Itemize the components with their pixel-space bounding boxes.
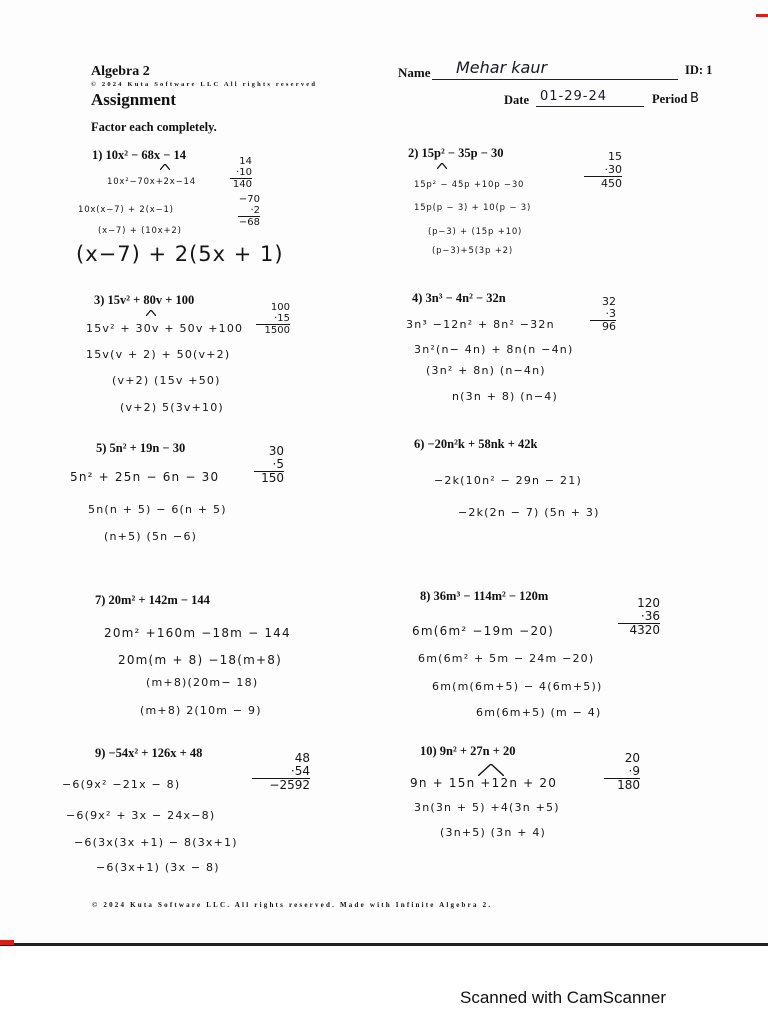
work-line: n(3n + 8) (n−4) [452, 390, 558, 403]
period-label: Period [652, 92, 688, 106]
problem-expression: 10x² − 68x − 14 [105, 148, 187, 162]
id-label: ID: 1 [685, 63, 713, 77]
side-calc: 14 ·10 140 [230, 156, 252, 190]
instructions: Factor each completely. [91, 120, 217, 134]
course-title: Algebra 2 [91, 64, 150, 79]
problem-9 [95, 746, 202, 761]
problem-number: 4) [412, 291, 423, 305]
red-edge-mark [756, 14, 768, 17]
problem-number: 8) [420, 589, 431, 603]
work-line: 10x²−70x+2x−14 [107, 177, 196, 187]
work-line: 5n(n + 5) − 6(n + 5) [88, 503, 227, 516]
side-calc: 32 ·3 96 [590, 296, 616, 333]
side-calc: 20 ·9 180 [604, 752, 640, 792]
problem-number: 10) [420, 744, 437, 758]
problem-expression: 3n³ − 4n² − 32n [425, 291, 506, 305]
problem-expression: 5n² + 19n − 30 [109, 441, 186, 455]
name-value: Mehar kaur [456, 58, 548, 77]
work-line: (p−3)+5(3p +2) [432, 246, 513, 256]
work-line: (3n² + 8n) (n−4n) [426, 364, 546, 377]
page-edge [0, 943, 768, 946]
name-label: Name [398, 65, 431, 80]
caret-mark [160, 164, 170, 170]
work-line: −6(9x² −21x − 8) [62, 778, 181, 791]
problem-expression: −20n²k + 58nk + 42k [427, 437, 538, 451]
red-edge-mark [0, 940, 14, 945]
work-line: 3n(3n + 5) +4(3n +5) [414, 801, 560, 814]
problem-expression: −54x² + 126x + 48 [108, 746, 203, 760]
date-label: Date [504, 93, 529, 107]
work-line: (v+2) 5(3v+10) [120, 401, 224, 414]
work-line: (p−3) + (15p +10) [428, 227, 523, 237]
work-line: (x−7) + 2(5x + 1) [76, 242, 284, 266]
problem-expression: 20m² + 142m − 144 [108, 593, 210, 607]
side-calc: 30 ·5 150 [254, 445, 284, 485]
work-line: 15p(p − 3) + 10(p − 3) [414, 203, 532, 213]
problem-expression: 9n² + 27n + 20 [439, 744, 516, 758]
work-line: −2k(10n² − 29n − 21) [434, 474, 582, 487]
work-line: (v+2) (15v +50) [112, 374, 221, 387]
page-footer: © 2024 Kuta Software LLC. All rights reserved. Made with Infinite Algebra 2. [92, 901, 493, 909]
problem-5 [96, 441, 185, 456]
work-line: (n+5) (5n −6) [104, 530, 198, 543]
work-line: 5n² + 25n − 6n − 30 [70, 470, 220, 484]
work-line: 20m² +160m −18m − 144 [104, 626, 291, 640]
work-line: 15v² + 30v + 50v +100 [86, 322, 244, 335]
header-copyright: © 2024 Kuta Software LLC All rights reserved [91, 81, 318, 88]
problem-number: 2) [408, 146, 419, 160]
work-line: 3n³ −12n² + 8n² −32n [406, 318, 555, 331]
work-line: 15p² − 45p +10p −30 [414, 180, 525, 190]
work-line: 6m(6m+5) (m − 4) [476, 706, 602, 719]
work-line: 9n + 15n +12n + 20 [410, 776, 558, 790]
work-line: −6(9x² + 3x − 24x−8) [66, 809, 216, 822]
side-calc: 15 ·30 450 [584, 150, 622, 190]
work-line: 6m(m(6m+5) − 4(6m+5)) [432, 680, 603, 693]
work-line: (m+8)(20m− 18) [146, 676, 259, 689]
problem-2 [408, 146, 503, 161]
problem-expression: 15v² + 80v + 100 [107, 293, 195, 307]
work-line: −6(3x(3x +1) − 8(3x+1) [74, 836, 238, 849]
name-line [432, 79, 678, 80]
work-line: −2k(2n − 7) (5n + 3) [458, 506, 600, 519]
caret-mark [146, 310, 156, 316]
problem-number: 6) [414, 437, 425, 451]
problem-number: 9) [95, 746, 106, 760]
problem-3 [94, 293, 194, 308]
scanner-watermark: Scanned with CamScanner [460, 988, 667, 1007]
problem-number: 5) [96, 441, 107, 455]
problem-4 [412, 291, 506, 306]
work-line: 6m(6m² −19m −20) [412, 624, 554, 638]
problem-number: 3) [94, 293, 105, 307]
date-value: 01-29-24 [540, 89, 608, 104]
problem-10 [420, 744, 515, 759]
side-calc: −70 ·2 −68 [238, 194, 260, 228]
problem-number: 7) [95, 593, 106, 607]
work-line: 6m(6m² + 5m − 24m −20) [418, 652, 595, 665]
side-calc: 100 ·15 1500 [256, 302, 290, 336]
work-line: (3n+5) (3n + 4) [440, 826, 547, 839]
side-calc: 120 ·36 4320 [618, 597, 660, 637]
problem-number: 1) [92, 148, 103, 162]
caret-mark [478, 764, 504, 776]
problem-expression: 15p² − 35p − 30 [421, 146, 504, 160]
work-line: (m+8) 2(10m − 9) [140, 704, 262, 717]
assignment-title: Assignment [91, 90, 177, 109]
problem-1 [92, 148, 186, 163]
work-line: 20m(m + 8) −18(m+8) [118, 653, 283, 667]
problem-7 [95, 593, 210, 608]
date-line [536, 106, 644, 107]
work-line: (x−7) + (10x+2) [98, 226, 182, 236]
work-line: 15v(v + 2) + 50(v+2) [86, 348, 231, 361]
work-line: −6(3x+1) (3x − 8) [96, 861, 220, 874]
side-calc: 48 ·54 −2592 [252, 752, 310, 792]
period-value: B [690, 91, 699, 106]
problem-8 [420, 589, 548, 604]
problem-expression: 36m³ − 114m² − 120m [433, 589, 549, 603]
work-line: 10x(x−7) + 2(x−1) [78, 205, 174, 215]
work-line: 3n²(n− 4n) + 8n(n −4n) [414, 343, 574, 356]
caret-mark [437, 163, 447, 169]
problem-6 [414, 437, 537, 452]
